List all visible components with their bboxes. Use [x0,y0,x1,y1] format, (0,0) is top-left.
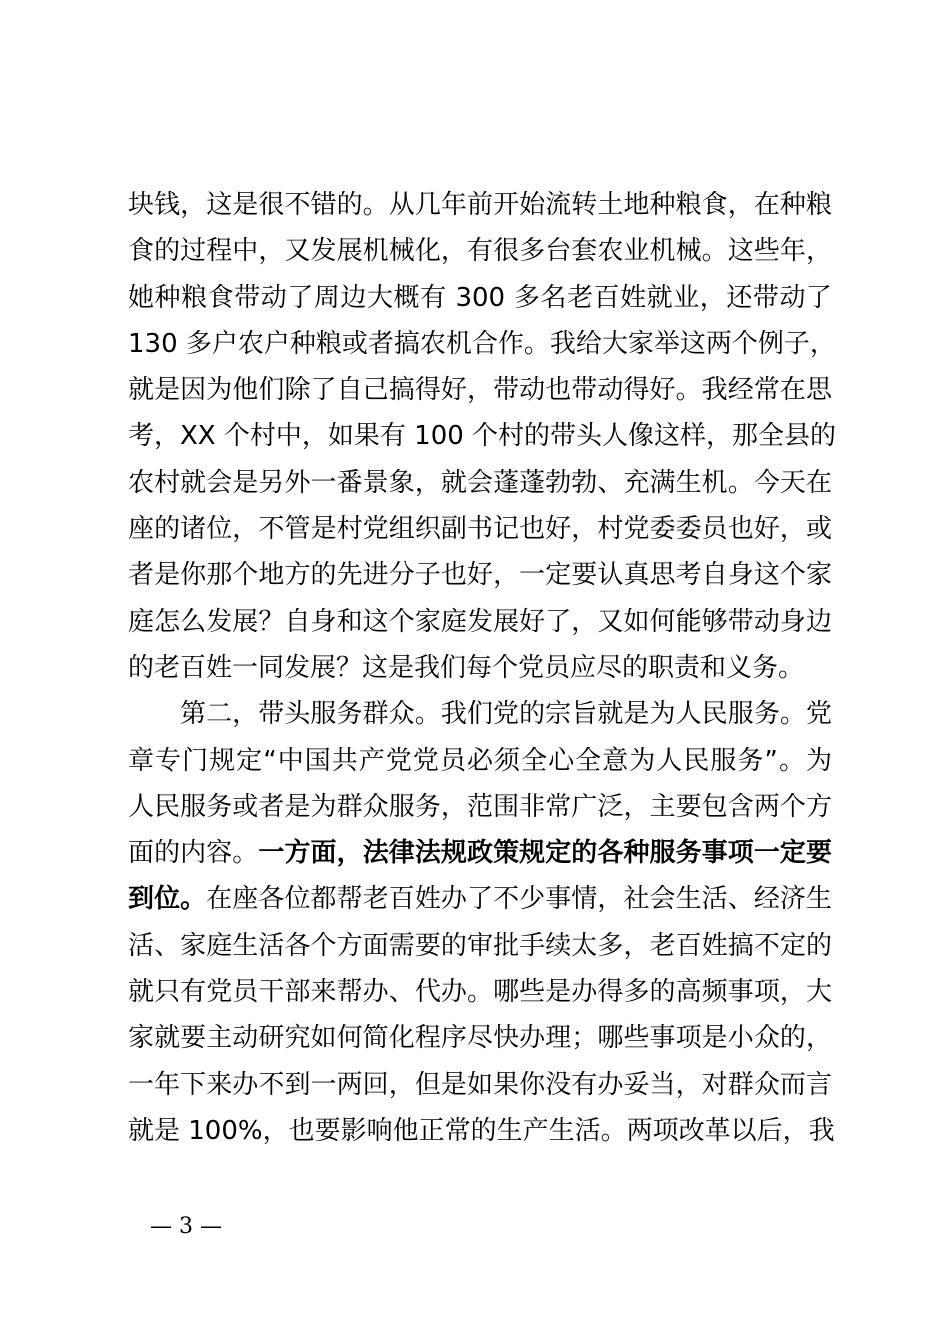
text-line: 座的诸位，不管是村党组织副书记也好，村党委委员也好，或 [128,514,832,545]
text-line: 130 多户农户种粮或者搞农机合作。我给大家举这两个例子， [128,328,836,359]
bold-emphasis: 一方面，法律法规政策规定的各种服务事项一定要 [258,838,832,869]
text-line: 家就要主动研究如何简化程序尽快办理；哪些事项是小众的， [128,1023,832,1054]
document-body [128,182,837,1154]
text-line: 者是你那个地方的先进分子也好，一定要认真思考自身这个家 [128,560,832,591]
text-segment: 面的内容。 [128,838,259,869]
text-line: 的老百姓一同发展？这是我们每个党员应尽的职责和义务。 [128,652,805,683]
text-line: 农村就会是另外一番景象，就会蓬蓬勃勃、充满生机。今天在 [128,467,832,498]
text-line: 食的过程中，又发展机械化，有很多台套农业机械。这些年， [128,236,832,267]
text-line: 第二，带头服务群众。我们党的宗旨就是为人民服务。党 [180,699,832,730]
text-line: 章专门规定“中国共产党党员必须全心全意为人民服务”。为 [128,745,832,776]
text-line: 就只有党员干部来帮办、代办。哪些是办得多的高频事项，大 [128,977,832,1008]
text-line: 就是 100%，也要影响他正常的生产生活。两项改革以后，我 [128,1115,835,1146]
text-line: 活、家庭生活各个方面需要的审批手续太多，老百姓搞不定的 [128,930,832,961]
paragraph [128,691,835,1154]
text-line [128,876,832,922]
text-line: 块钱，这是很不错的。从几年前开始流转土地种粮食，在种粮 [128,190,832,220]
text-line [128,830,832,876]
text-line: 人民服务或者是为群众服务，范围非常广泛，主要包含两个方 [128,791,832,822]
text-line: 一年下来办不到一两回，但是如果你没有办妥当，对群众而言 [128,1069,832,1100]
text-segment: 在座各位都帮老百姓办了不少事情，社会生活、经济生 [206,884,832,915]
page-number: — 3 — [150,1214,222,1239]
bold-emphasis: 到位。 [128,884,207,915]
text-line: 庭怎么发展？自身和这个家庭发展好了，又如何能够带动身边 [128,606,832,637]
text-line: 她种粮食带动了周边大概有 300 多名老百姓就业，还带动了 [128,282,832,313]
paragraph [128,182,837,691]
text-line: 就是因为他们除了自己搞得好，带动也带动得好。我经常在思 [128,375,832,406]
text-line: 考，XX 个村中，如果有 100 个村的带头人像这样，那全县的 [128,421,837,452]
